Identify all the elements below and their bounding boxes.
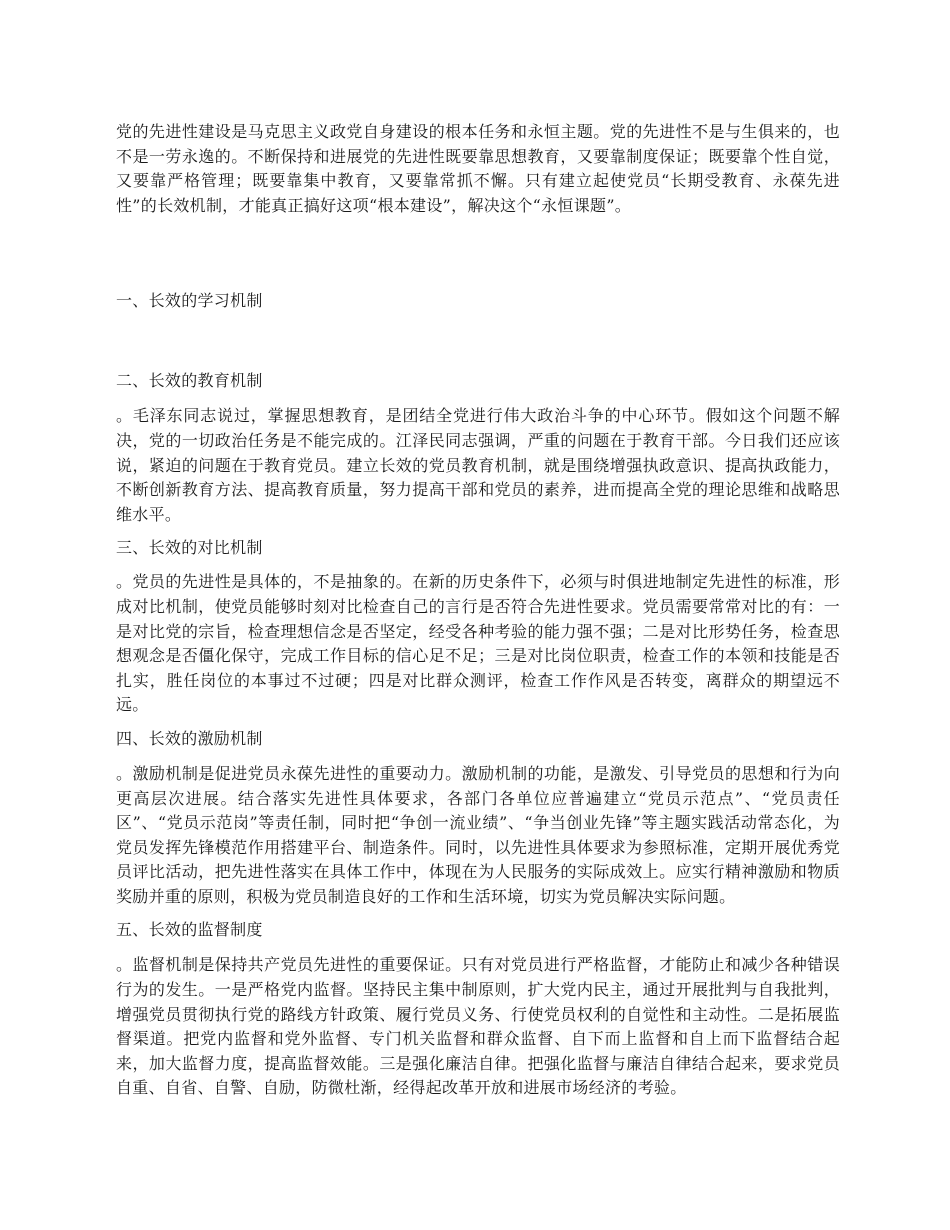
section-body-5: 。监督机制是保持共产党员先进性的重要保证。只有对党员进行严格监督，才能防止和减少各种错误行为的发生。一是严格党内监督。坚持民主集中制原则，扩大党内民主，通过开展批判与自我批判，增强党员贯彻执行党的路线方针政策、履行党员义务、行使党员权利的自觉性和主动性。二是拓展监督渠道。把党内监督和党外监督、专门机关监督和群众监督、自下而上监督和自上而下监督结合起来，加大监督力度，提高监督效能。三是强化廉洁自律。把强化监督与廉洁自律结合起来，要求党员自重、自省、自警、自励，防微杜渐，经得起改革开放和进展市场经济的考验。 — [116, 955, 840, 1098]
document-page — [116, 120, 840, 1101]
intro-paragraph: 党的先进性建设是马克思主义政党自身建设的根本任务和永恒主题。党的先进性不是与生俱来的，也不是一劳永逸的。不断保持和进展党的先进性既要靠思想教育，又要靠制度保证；既要靠个性自觉，又要靠严格管理；既要靠集中教育，又要靠常抓不懈。只有建立起使党员“长期受教育、永葆先进性”的长效机制，才能真正搞好这项“根本建设”，解决这个“永恒课题”。 — [116, 122, 840, 215]
section-body-4: 。激励机制是促进党员永葆先进性的重要动力。激励机制的功能，是激发、引导党员的思想和行为向更高层次进展。结合落实先进性具体要求，各部门各单位应普遍建立“党员示范点”、“党员责任区”、“党员示范岗”等责任制，同时把“争创一流业绩”、“争当创业先锋”等主题实践活动常态化，为党员发挥先锋模范作用搭建平台、制造条件。同时，以先进性具体要求为参照标准，定期开展优秀党员评比活动，把先进性落实在具体工作中，体现在为人民服务的实际成效上。应实行精神激励和物质奖励并重的原则，积极为党员制造良好的工作和生活环境，切实为党员解决实际问题。 — [116, 763, 840, 906]
section-heading-1: 一、长效的学习机制 — [116, 291, 263, 311]
section-heading-4: 四、长效的激励机制 — [116, 728, 263, 748]
section-heading-2: 二、长效的教育机制 — [116, 371, 263, 391]
section-body-3: 。党员的先进性是具体的，不是抽象的。在新的历史条件下，必须与时俱进地制定先进性的标准，形成对比机制，使党员能够时刻对比检查自己的言行是否符合先进性要求。党员需要常常对比的有：一是对比党的宗旨，检查理想信念是否坚定，经受各种考验的能力强不强；二是对比形势任务，检查思想观念是否僵化保守，完成工作目标的信心足不足；三是对比岗位职责，检查工作的本领和技能是否扎实，胜任岗位的本事过不过硬；四是对比群众测评，检查工作作风是否转变，离群众的期望远不远。 — [116, 572, 840, 715]
section-heading-3: 三、长效的对比机制 — [116, 538, 263, 558]
section-heading-5: 五、长效的监督制度 — [116, 920, 263, 940]
section-body-2: 。毛泽东同志说过，掌握思想教育，是团结全党进行伟大政治斗争的中心环节。假如这个问题不解决，党的一切政治任务是不能完成的。江泽民同志强调，严重的问题在于教育干部。今日我们还应该说，紧迫的问题在于教育党员。建立长效的党员教育机制，就是围绕增强执政意识、提高执政能力，不断创新教育方法、提高教育质量，努力提高干部和党员的素养，进而提高全党的理论思维和战略思维水平。 — [116, 406, 840, 524]
